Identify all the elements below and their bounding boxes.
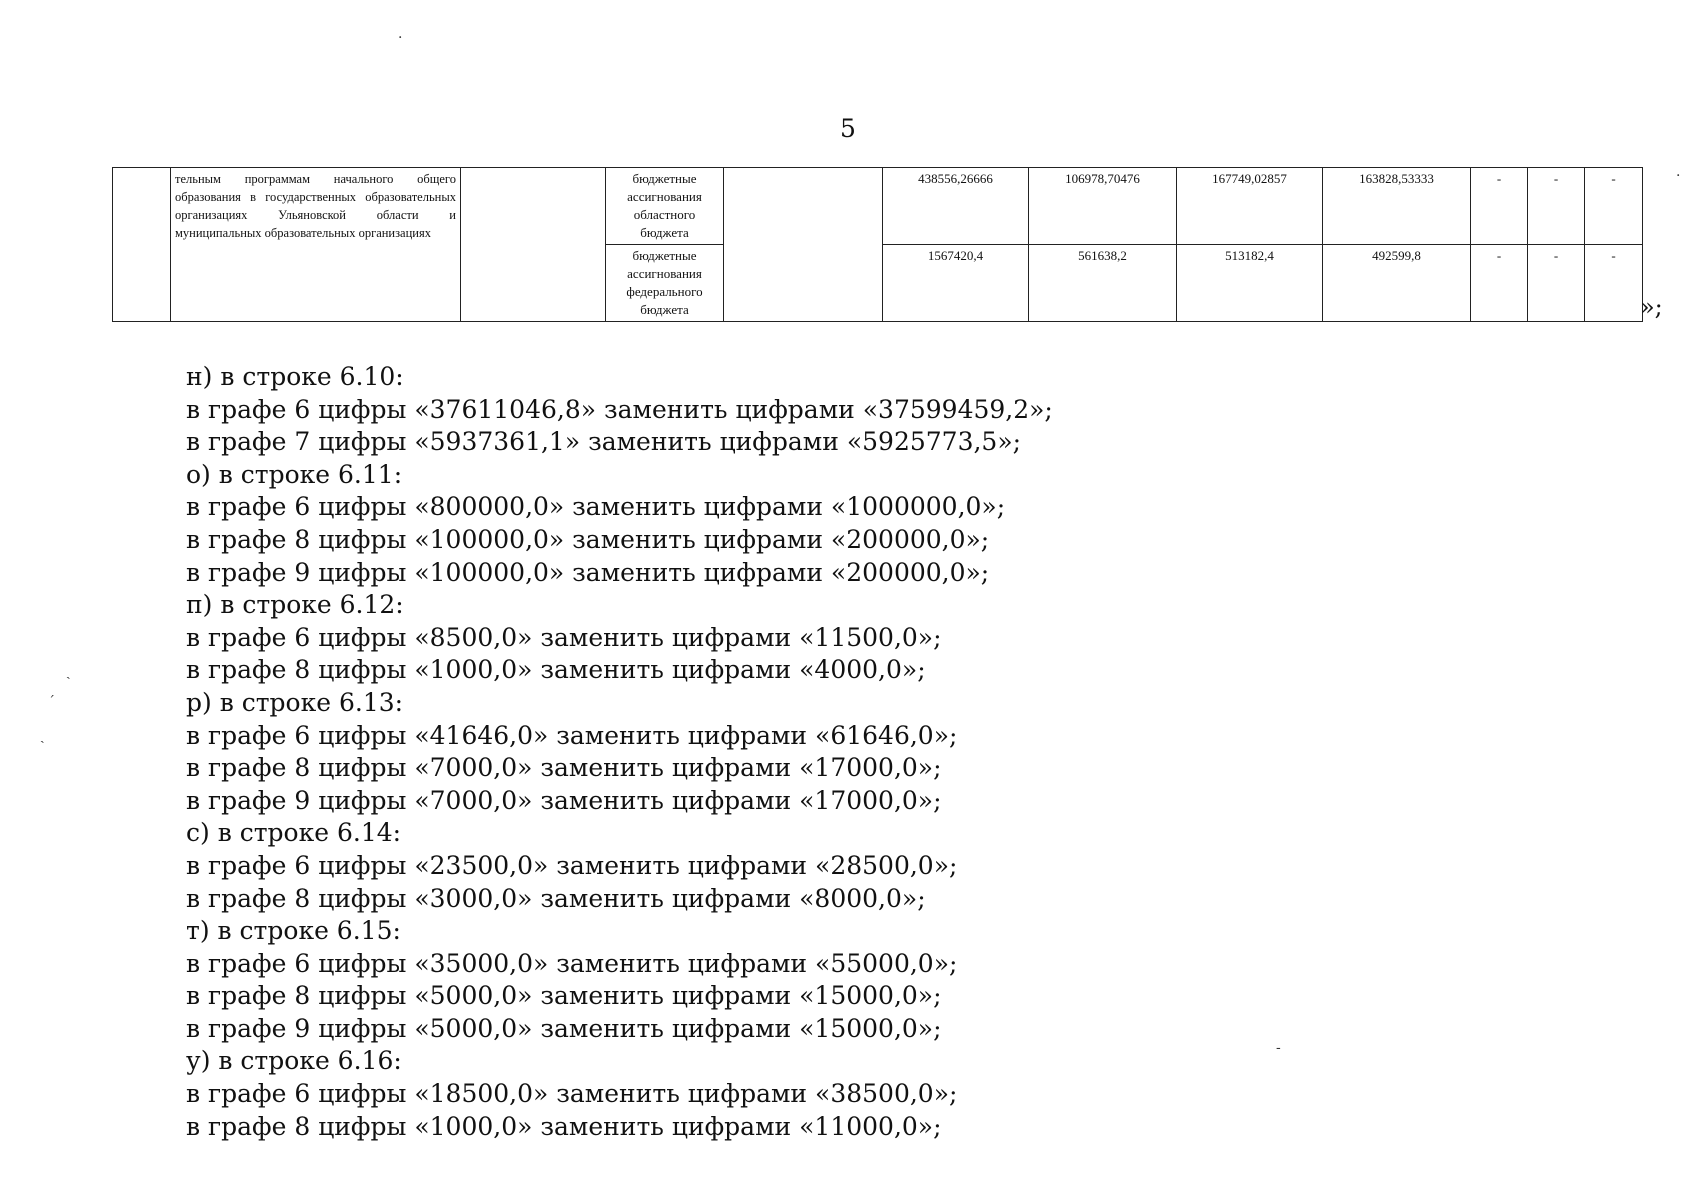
budget-table (112, 167, 1643, 322)
year-value-cell: 561638,2 (1029, 245, 1177, 322)
scan-speck: - (1276, 1040, 1281, 1056)
funding-source-cell: бюджетные ассигнования областного бюджета (606, 168, 724, 245)
year-value-cell: 163828,53333 (1323, 168, 1471, 245)
page-number: 5 (840, 114, 856, 143)
executor-cell (461, 168, 606, 322)
year-value-cell: - (1471, 245, 1528, 322)
amendment-line: в графе 9 цифры «100000,0» заменить цифрами «200000,0»; (186, 557, 990, 587)
measure-description-cell: тельным программам начального общего образования в государственных образовательных организациях Ульяновской области и муниципальных образовательных организациях (171, 168, 461, 322)
amendment-heading: н) в строке 6.10: (186, 362, 404, 391)
year-value-cell: - (1528, 245, 1585, 322)
amendment-line: в графе 6 цифры «37611046,8» заменить цифрами «37599459,2»; (186, 394, 1053, 424)
year-value-cell: 513182,4 (1177, 245, 1323, 322)
scan-speck: ˊ (48, 694, 55, 710)
amendment-heading: т) в строке 6.15: (186, 916, 401, 946)
amendments-list (186, 361, 1053, 1143)
total-value-cell: 1567420,4 (883, 245, 1029, 322)
amendment-line: в графе 6 цифры «41646,0» заменить цифрами «61646,0»; (186, 720, 958, 750)
amendment-line: в графе 6 цифры «23500,0» заменить цифрами «28500,0»; (186, 850, 958, 880)
year-value-cell: - (1585, 245, 1643, 322)
year-value-cell: 167749,02857 (1177, 168, 1323, 245)
budget-table-container (112, 167, 1643, 322)
funding-source-cell: бюджетные ассигнования федерального бюджета (606, 245, 724, 322)
year-value-cell: - (1585, 168, 1643, 245)
year-value-cell: 492599,8 (1323, 245, 1471, 322)
amendment-line: в графе 8 цифры «1000,0» заменить цифрами «4000,0»; (186, 655, 926, 685)
amendment-heading: о) в строке 6.11: (186, 459, 403, 489)
amendment-heading: р) в строке 6.13: (186, 687, 404, 717)
amendment-line: в графе 8 цифры «100000,0» заменить цифрами «200000,0»; (186, 524, 990, 554)
year-value-cell: - (1471, 168, 1528, 245)
amendment-heading: п) в строке 6.12: (186, 590, 404, 620)
scan-speck: · (398, 30, 403, 46)
amendment-heading: с) в строке 6.14: (186, 818, 402, 848)
amendment-line: в графе 7 цифры «5937361,1» заменить цифрами «5925773,5»; (186, 427, 1022, 457)
amendment-line: в графе 8 цифры «1000,0» заменить цифрами «11000,0»; (186, 1111, 942, 1141)
amendment-line: в графе 8 цифры «5000,0» заменить цифрами «15000,0»; (186, 981, 942, 1011)
total-value-cell: 438556,26666 (883, 168, 1029, 245)
scan-speck: ˏ (40, 728, 45, 744)
amendment-heading: у) в строке 6.16: (186, 1046, 402, 1076)
table-row (113, 168, 1643, 245)
amendment-line: в графе 6 цифры «800000,0» заменить цифрами «1000000,0»; (186, 492, 1006, 522)
scan-speck: · (1676, 168, 1681, 184)
amendment-line: в графе 6 цифры «8500,0» заменить цифрами «11500,0»; (186, 622, 942, 652)
table-closing-quote: »; (1640, 293, 1663, 321)
scan-speck: ˏ (66, 664, 71, 680)
row-number-cell (113, 168, 171, 322)
amendment-line: в графе 6 цифры «18500,0» заменить цифрами «38500,0»; (186, 1079, 958, 1109)
amendment-line: в графе 8 цифры «7000,0» заменить цифрами «17000,0»; (186, 753, 942, 783)
amendment-line: в графе 9 цифры «5000,0» заменить цифрами «15000,0»; (186, 1013, 942, 1043)
amendment-line: в графе 6 цифры «35000,0» заменить цифрами «55000,0»; (186, 948, 958, 978)
year-value-cell: 106978,70476 (1029, 168, 1177, 245)
year-value-cell: - (1528, 168, 1585, 245)
amendment-line: в графе 9 цифры «7000,0» заменить цифрами «17000,0»; (186, 785, 942, 815)
amendment-line: в графе 8 цифры «3000,0» заменить цифрами «8000,0»; (186, 883, 926, 913)
indicator-cell (724, 168, 883, 322)
